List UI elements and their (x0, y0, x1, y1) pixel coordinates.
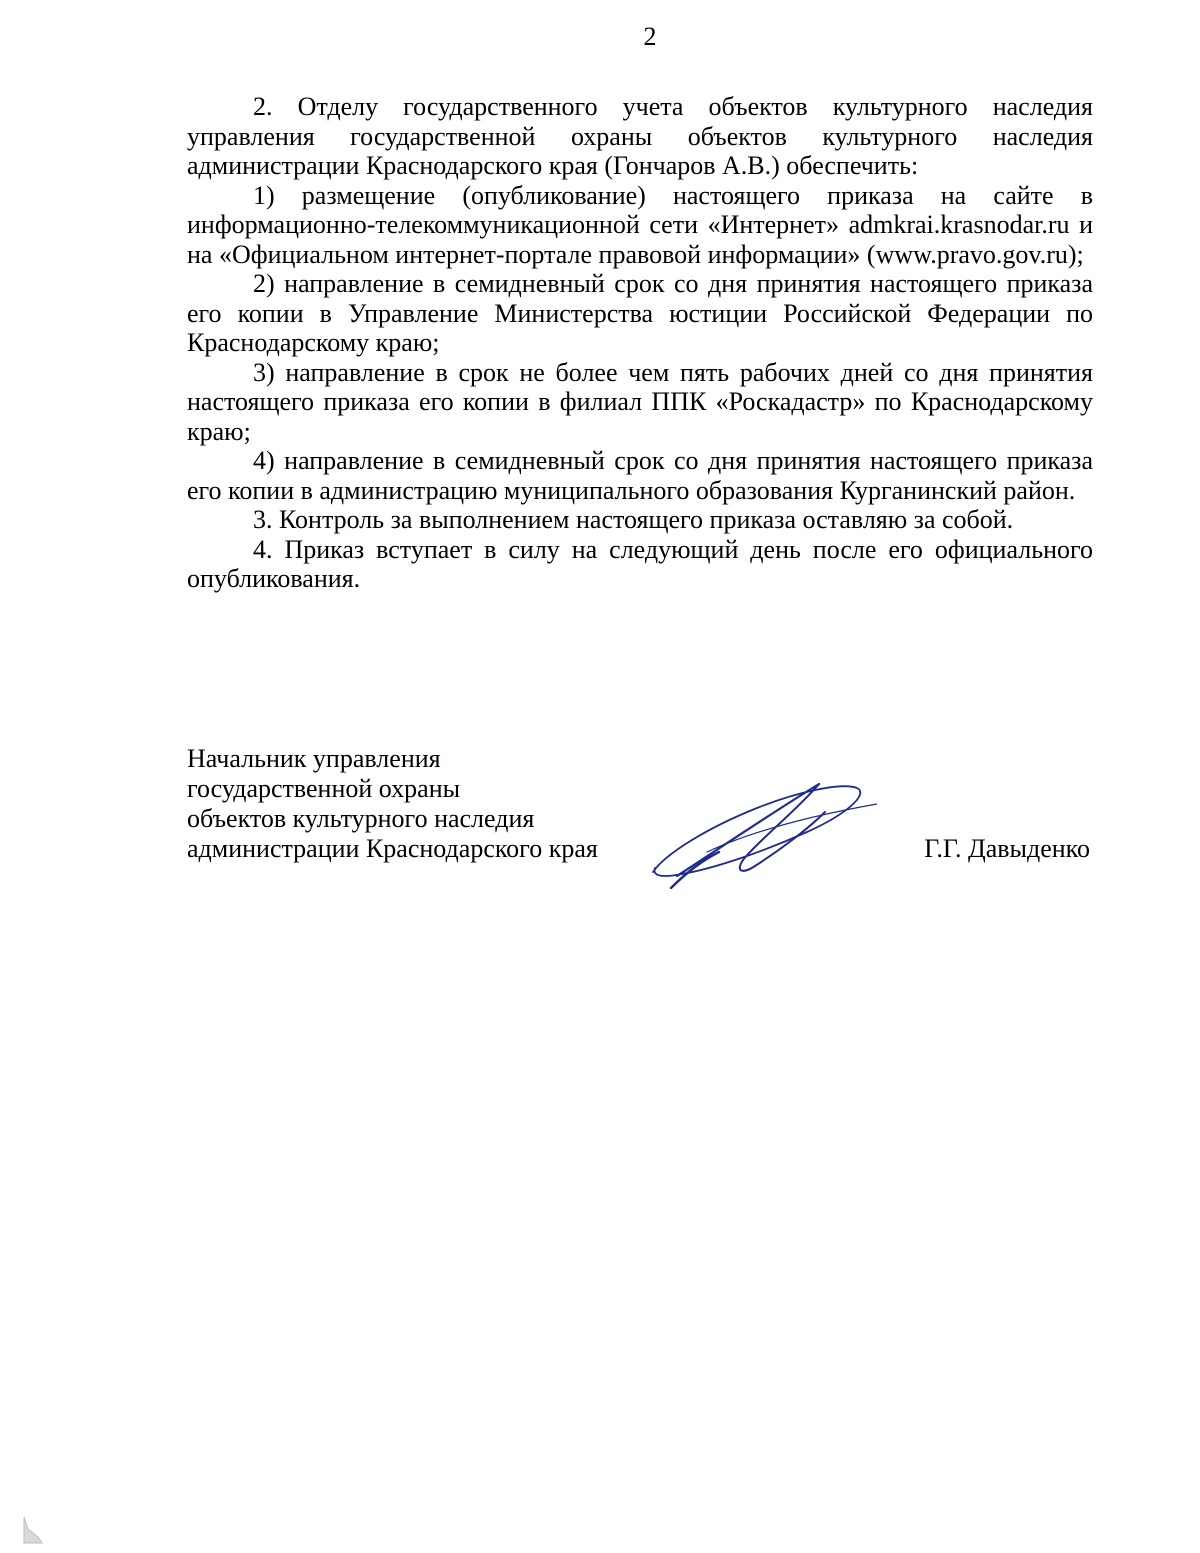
order-body (187, 92, 1093, 594)
signer-title-line: администрации Краснодарского края (187, 834, 598, 863)
signer-title-line: государственной охраны (187, 774, 461, 803)
paragraph-subitem-3: 3) направление в срок не более чем пять рабочих дней со дня принятия настоящего приказа его копии в филиал ППК «Роскадастр» по Краснодарскому краю; (187, 357, 1093, 446)
signer-position (187, 744, 598, 864)
signer-title-line: объектов культурного наследия (187, 804, 535, 833)
signer-name: Г.Г. Давыденко (924, 834, 1090, 863)
signer-title-line: Начальник управления (187, 744, 441, 773)
signature-block (187, 744, 1093, 894)
paragraph-subitem-4: 4) направление в семидневный срок со дня принятия настоящего приказа его копии в администрацию муниципального образования Курганинский район. (187, 446, 1093, 505)
handwritten-signature (647, 764, 877, 889)
paragraph-subitem-2: 2) направление в семидневный срок со дня принятия настоящего приказа его копии в Управление Министерства юстиции Российской Федерации по Краснодарскому краю; (187, 269, 1093, 357)
paragraph-item-2: 2. Отделу государственного учета объектов культурного наследия управления государственной охраны объектов культурного наследия администрации Краснодарского края (Гончаров А.В.) обеспечить: (187, 92, 1093, 180)
scan-corner-mark (22, 1515, 44, 1545)
paragraph-item-3: 3. Контроль за выполнением настоящего приказа оставляю за собой. (253, 505, 1014, 534)
paragraph-subitem-1: 1) размещение (опубликование) настоящего приказа на сайте в информационно-телекоммуникационной сети «Интернет» admkrai.krasnodar.ru и на «Официальном интернет-портале правовой информации» (www.pravo.gov.ru); (187, 180, 1093, 269)
paragraph-item-4: 4. Приказ вступает в силу на следующий день после его официального опубликования. (187, 534, 1093, 593)
page-number: 2 (643, 22, 657, 51)
